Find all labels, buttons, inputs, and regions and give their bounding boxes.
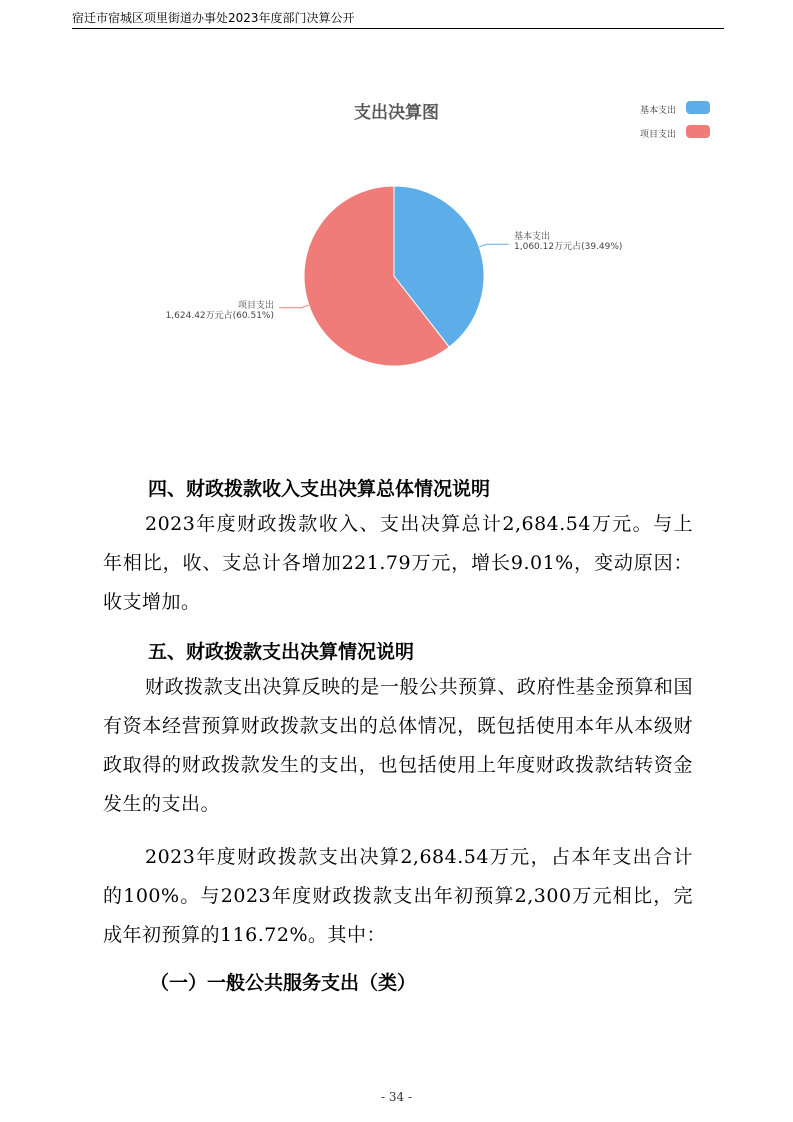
slice-label-basic xyxy=(514,232,622,252)
section-five-text-2: 2023年度财政拨款支出决算2,684.54万元，占本年支出合计的100%。与2023年度财政拨款支出年初预算2,300万元相比，完成年初预算的116.72%。其中： xyxy=(103,846,693,946)
section-five-heading: 五、财政拨款支出决算情况说明 xyxy=(148,641,415,663)
slice-label-project xyxy=(150,301,274,321)
page-number: - 34 - xyxy=(380,1090,412,1104)
slice-label-project-name: 项目支出 xyxy=(237,301,274,311)
leader-line-0 xyxy=(479,244,509,247)
section-five-paragraph-1 xyxy=(103,668,693,824)
pie-svg xyxy=(0,0,793,440)
section-four-paragraph xyxy=(103,505,693,622)
expenditure-pie-chart xyxy=(0,0,793,440)
slice-label-project-value: 1,624.42万元占(60.51%) xyxy=(165,311,274,321)
section-four-heading: 四、财政拨款收入支出决算总体情况说明 xyxy=(148,478,491,500)
legend-label-basic: 基本支出 xyxy=(640,106,677,116)
section-four-text: 2023年度财政拨款收入、支出决算总计2,684.54万元。与上年相比，收、支总计各增加221.79万元，增长9.01%，变动原因：收支增加。 xyxy=(103,513,693,613)
page-header-title: 宿迁市宿城区项里街道办事处2023年度部门决算公开 xyxy=(72,11,355,25)
chart-title: 支出决算图 xyxy=(354,103,439,123)
legend-label-project: 项目支出 xyxy=(640,130,677,140)
section-five-paragraph-2 xyxy=(103,838,693,955)
slice-label-basic-name: 基本支出 xyxy=(514,232,551,242)
subsection-heading: （一）一般公共服务支出（类） xyxy=(150,972,417,994)
leader-line-1 xyxy=(279,305,309,308)
section-five-text-1: 财政拨款支出决算反映的是一般公共预算、政府性基金预算和国有资本经营预算财政拨款支出的总体情况，既包括使用本年从本级财政取得的财政拨款发生的支出，也包括使用上年度财政拨款结转资金发生的支出。 xyxy=(103,676,693,815)
slice-label-basic-value: 1,060.12万元占(39.49%) xyxy=(514,242,623,252)
